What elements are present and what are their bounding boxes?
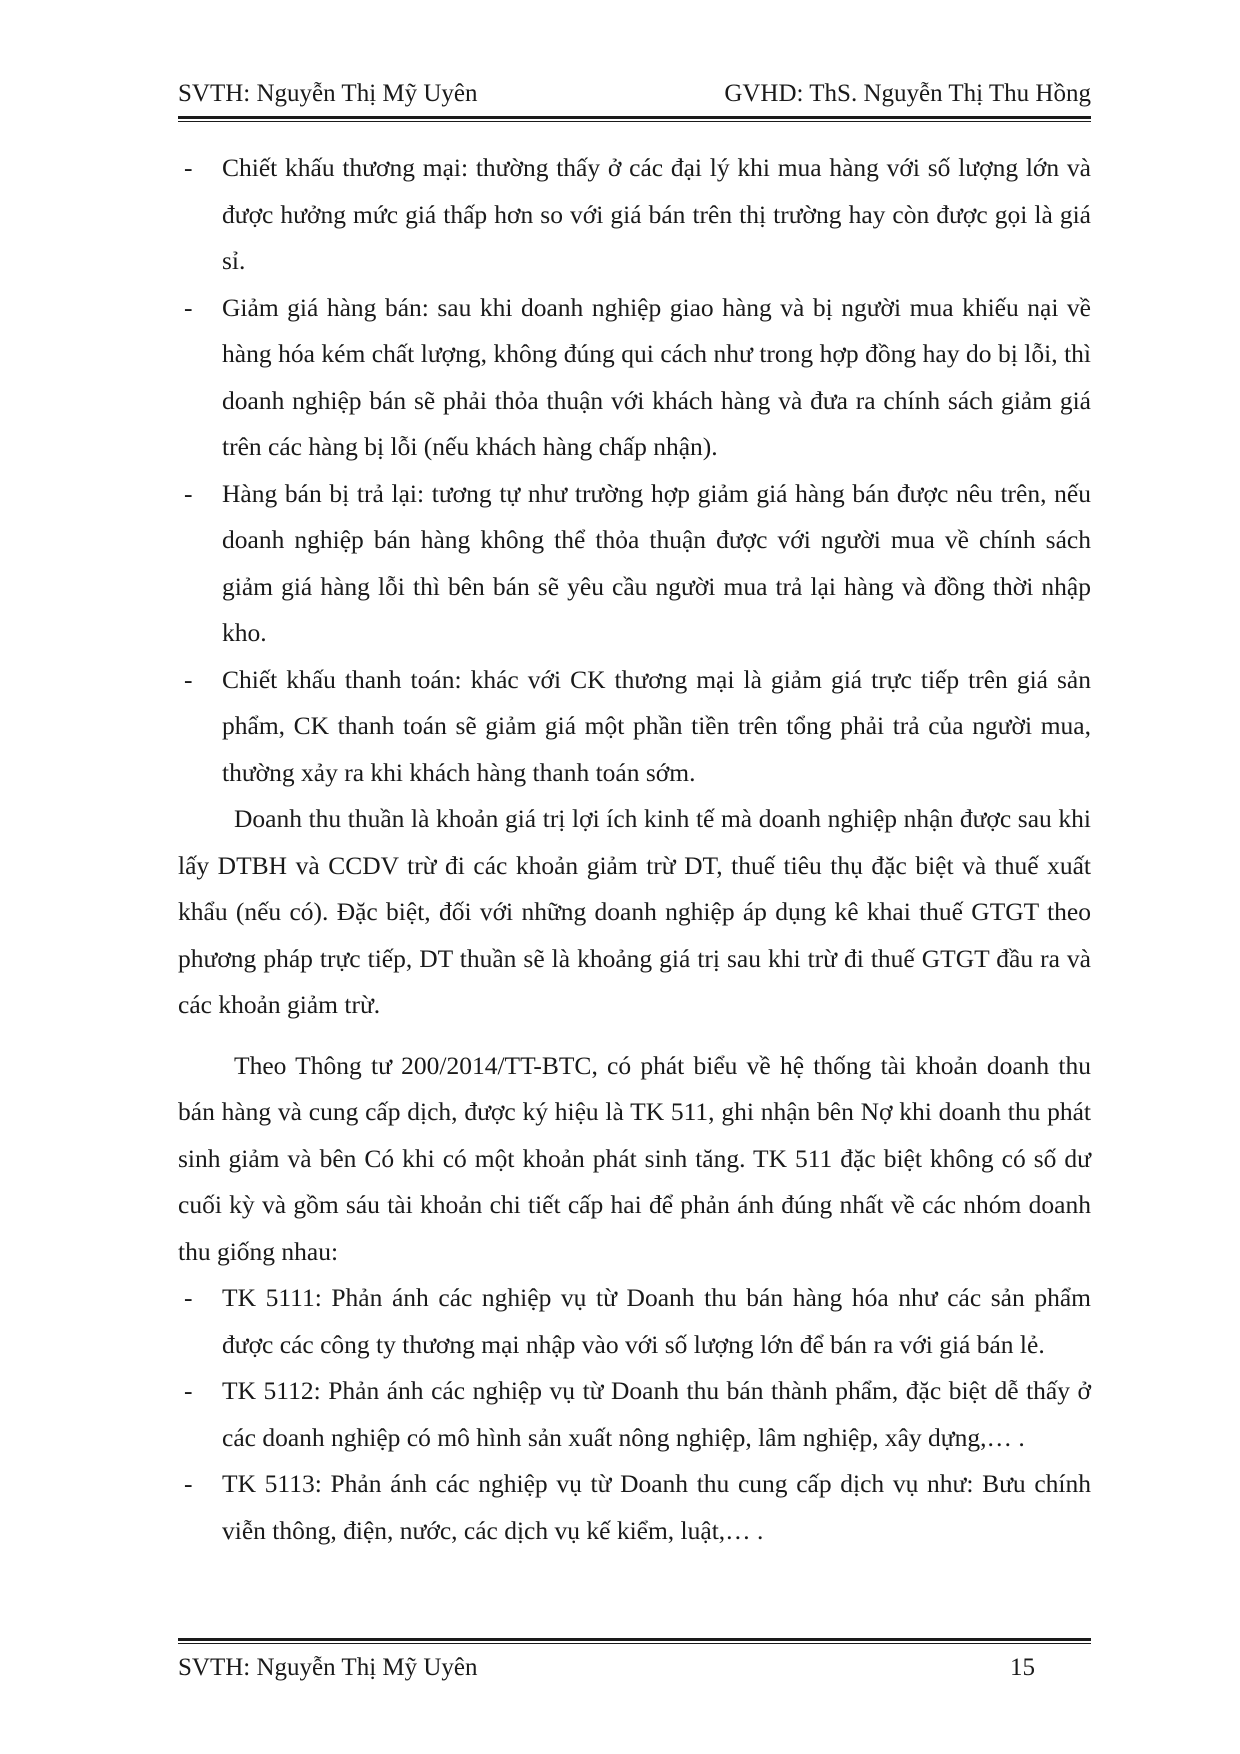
list-item xyxy=(178,1461,1091,1554)
footer-student: SVTH: Nguyễn Thị Mỹ Uyên xyxy=(178,1654,478,1681)
list-item xyxy=(178,471,1091,657)
header-student: SVTH: Nguyễn Thị Mỹ Uyên xyxy=(178,80,478,107)
header-rule-thin xyxy=(178,121,1091,122)
list-item xyxy=(178,1368,1091,1461)
page-number: 15 xyxy=(1010,1654,1035,1681)
list-item-text: Giảm giá hàng bán: sau khi doanh nghiệp giao hàng và bị người mua khiếu nại về hàng hóa kém chất lượng, không đúng qui cách như trong hợp đồng hay do bị lỗi, thì doanh nghiệp bán sẽ phải thỏa thuận với khách hàng và đưa ra chính sách giảm giá trên các hàng bị lỗi (nếu khách hàng chấp nhận). xyxy=(222,292,1091,461)
list-item-text: TK 5112: Phản ánh các nghiệp vụ từ Doanh thu bán thành phẩm, đặc biệt dễ thấy ở các doanh nghiệp có mô hình sản xuất nông nghiệp, lâm nghiệp, xây dựng,… . xyxy=(222,1376,1091,1452)
bullet-dash: - xyxy=(184,292,193,322)
page-header xyxy=(178,74,1091,114)
footer-rule-thin xyxy=(178,1643,1091,1644)
bullet-dash: - xyxy=(184,1469,193,1498)
document-body xyxy=(178,145,1091,1554)
paragraph: Theo Thông tư 200/2014/TT-BTC, có phát biểu về hệ thống tài khoản doanh thu bán hàng và cung cấp dịch, được ký hiệu là TK 511, ghi nhận bên Nợ khi doanh thu phát sinh giảm và bên Có khi có một khoản phát sinh tăng. TK 511 đặc biệt không có số dư cuối kỳ và gồm sáu tài khoản chi tiết cấp hai để phản ánh đúng nhất về các nhóm doanh thu giống nhau: xyxy=(178,1050,1091,1266)
bullet-dash: - xyxy=(184,153,193,182)
page-footer xyxy=(178,1648,1091,1688)
list-item-text: TK 5111: Phản ánh các nghiệp vụ từ Doanh thu bán hàng hóa như các sản phẩm được các công ty thương mại nhập vào với số lượng lớn để bán ra với giá bán lẻ. xyxy=(222,1283,1091,1359)
header-advisor: GVHD: ThS. Nguyễn Thị Thu Hồng xyxy=(724,80,1091,107)
list-item xyxy=(178,1275,1091,1368)
bullet-dash: - xyxy=(184,664,193,694)
footer-rule xyxy=(178,1638,1091,1641)
list-item xyxy=(178,145,1091,285)
bullet-dash: - xyxy=(184,1283,193,1312)
list-item-text: TK 5113: Phản ánh các nghiệp vụ từ Doanh thu cung cấp dịch vụ như: Bưu chính viễn thông, điện, nước, các dịch vụ kế kiểm, luật,… . xyxy=(222,1469,1091,1545)
list-item xyxy=(178,657,1091,797)
list-item-text: Hàng bán bị trả lại: tương tự như trường hợp giảm giá hàng bán được nêu trên, nếu doanh nghiệp bán hàng không thể thỏa thuận được với người mua về chính sách giảm giá hàng lỗi thì bên bán sẽ yêu cầu người mua trả lại hàng và đồng thời nhập kho. xyxy=(222,478,1091,647)
list-item-text: Chiết khấu thương mại: thường thấy ở các đại lý khi mua hàng với số lượng lớn và được hưởng mức giá thấp hơn so với giá bán trên thị trường hay còn được gọi là giá sỉ. xyxy=(222,153,1091,275)
list-item xyxy=(178,285,1091,471)
paragraph: Doanh thu thuần là khoản giá trị lợi ích kinh tế mà doanh nghiệp nhận được sau khi lấy DTBH và CCDV trừ đi các khoản giảm trừ DT, thuế tiêu thụ đặc biệt và thuế xuất khẩu (nếu có). Đặc biệt, đối với những doanh nghiệp áp dụng kê khai thuế GTGT theo phương pháp trực tiếp, DT thuần sẽ là khoảng giá trị sau khi trừ đi thuế GTGT đầu ra và các khoản giảm trừ. xyxy=(178,804,1091,1019)
list-item-text: Chiết khấu thanh toán: khác với CK thương mại là giảm giá trực tiếp trên giá sản phẩm, CK thanh toán sẽ giảm giá một phần tiền trên tổng phải trả của người mua, thường xảy ra khi khách hàng thanh toán sớm. xyxy=(222,664,1091,787)
bullet-dash: - xyxy=(184,1376,193,1405)
bullet-dash: - xyxy=(184,478,193,508)
header-rule xyxy=(178,116,1091,119)
